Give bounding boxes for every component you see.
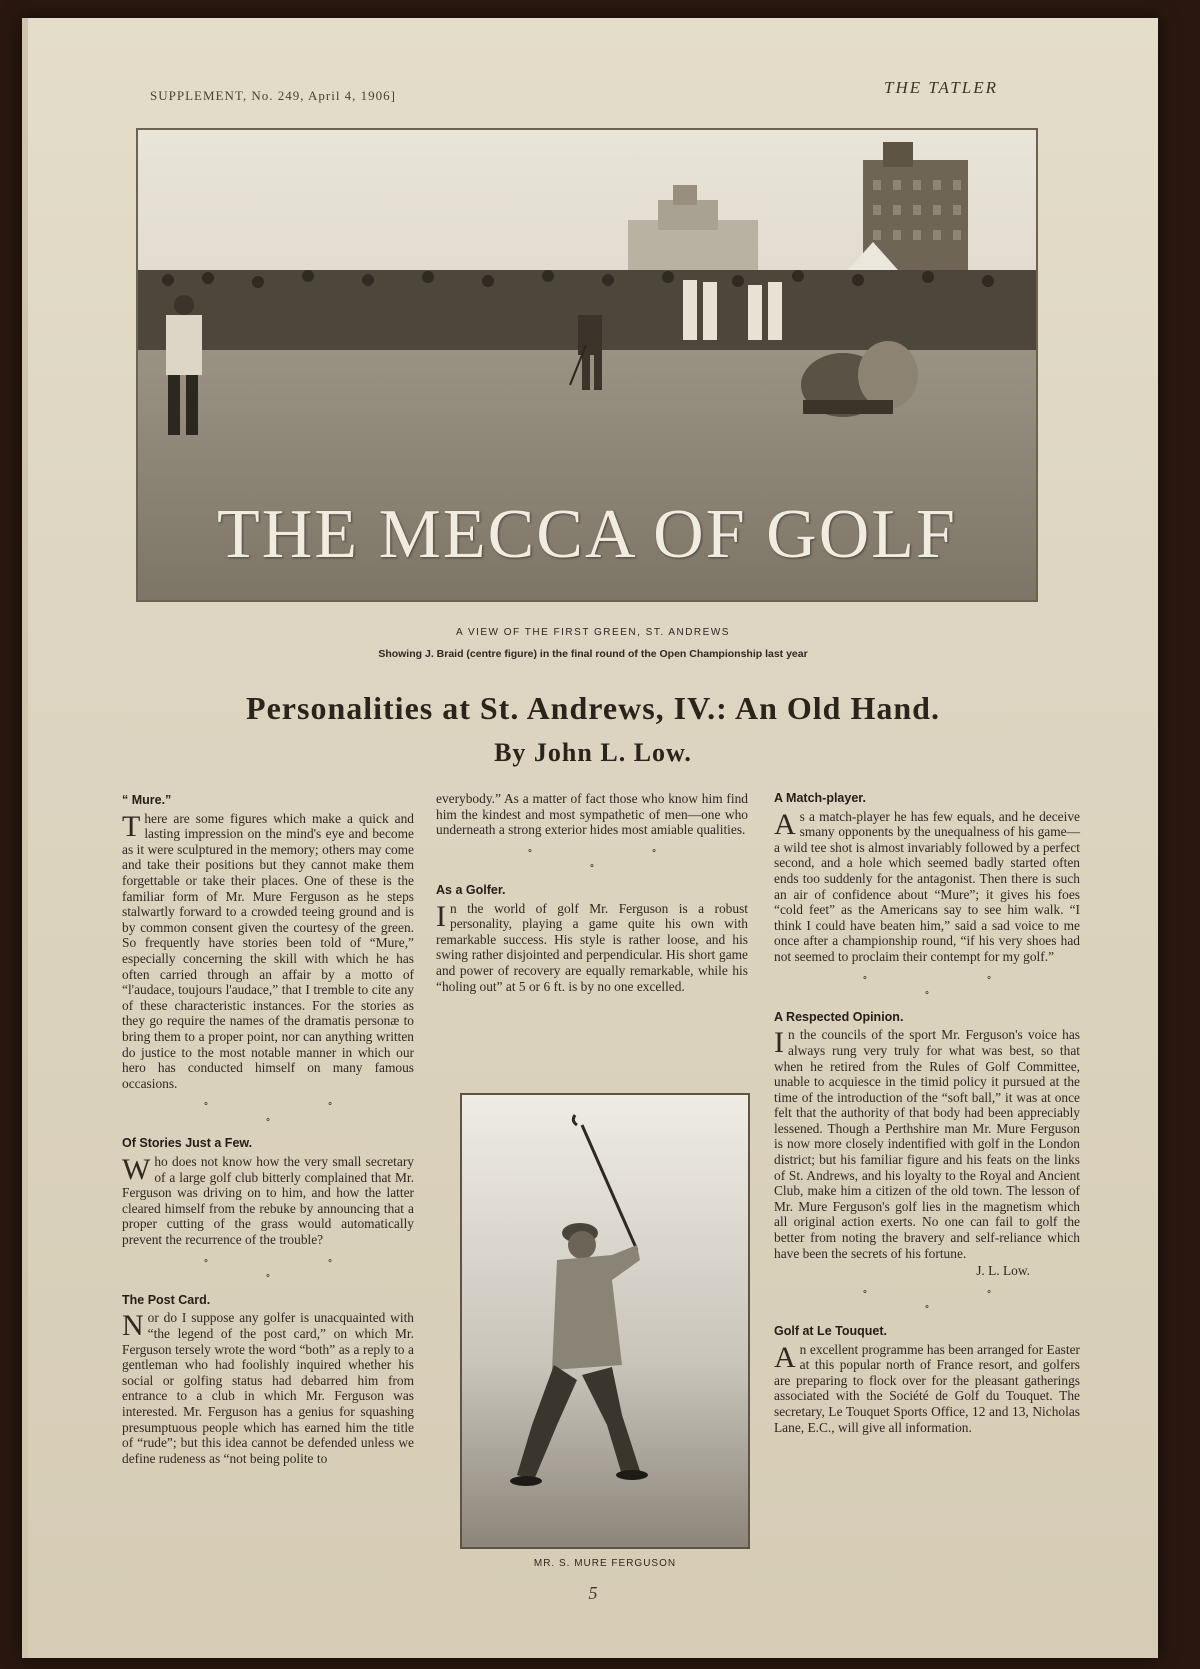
column-3	[774, 791, 1080, 1435]
column-2	[436, 791, 748, 994]
author-signature: J. L. Low.	[976, 1263, 1030, 1279]
section-heading: Of Stories Just a Few.	[122, 1136, 253, 1151]
ornament: ∘ ∘ ∘	[862, 971, 1050, 1000]
section-heading: As a Golfer.	[436, 882, 506, 897]
portrait-caption: MR. S. MURE FERGUSON	[533, 1558, 677, 1569]
section-heading: “ Mure.”	[122, 793, 172, 807]
ornament: ∘ ∘ ∘	[527, 844, 715, 873]
photo-caption: A VIEW OF THE FIRST GREEN, ST. ANDREWS	[456, 627, 730, 638]
portrait-photo	[460, 1093, 750, 1549]
paragraph: In the councils of the sport Mr. Ferguson's voice has always rung very truly for what was best, so that when he retired from the Rules of Golf Committee, unable to acquiesce in the timid policy it pursued at the time of the introduction of the “soft ball,” it was at once felt that the authority of that body had been appreciably lessened. Though a Perthshire man Mr. Mure Ferguson is now more closely indentified with golf in the London district; but his familiar figure and his feats on the links of St. Andrews, and his loyalty to the Royal and Ancient Club, make him a citizen of the old town. The lesson of Mr. Mure Ferguson's golf lies in the magnetism which all original action exerts. No one can fail to golf the better from noting the bravery and self-reliance which have been the secrets of his fortune.	[774, 1026, 1080, 1261]
section-heading: Golf at Le Touquet.	[774, 1324, 887, 1338]
ornament: ∘ ∘ ∘	[203, 1254, 391, 1283]
paragraph: Who does not know how the very small secretary of a large golf club bitterly complained that Mr. Ferguson was driving on to him, and how the latter cleared himself from the rebuke by announcing that a proper cutting of the grass would automatically prevent the recurrence of the trouble?	[122, 1153, 414, 1248]
paragraph: There are some figures which make a quick and lasting impression on the mind's eye and become as it were sculptured in the memory; others may come and take their positions but they cannot make them forgettable or take their places. One of these is the familiar form of Mr. Mure Ferguson as he steps stalwartly forward to a crowded teeing ground and is by common consent given the courtesy of the green. So frequently have stories been told of “Mure,” especially concerning the skill with which he has often carried through an affair by a motto of “l'audace, toujours l'audace,” that I tremble to cite any of these characteristic instances. For the stories as they go require the names of the dramatis personæ to bring them to a proper point, nor can anything written do justice to the most notable manner in which our hero has conducted himself on many famous occasions.	[122, 809, 414, 1091]
ornament: ∘ ∘ ∘	[862, 1285, 1050, 1314]
ornament: ∘ ∘ ∘	[203, 1098, 391, 1126]
paragraph: everybody.” As a matter of fact those who know him find him the kindest and most sympathetic of men—one who underneath a strong exterior hides most amiable qualities.	[436, 791, 748, 838]
magazine-page	[22, 18, 1158, 1658]
photo-subcaption: Showing J. Braid (centre figure) in the final round of the Open Championship last year	[378, 648, 808, 660]
section-heading: A Match-player.	[774, 791, 866, 805]
page-number: 5	[588, 1583, 598, 1603]
paragraph: In the world of golf Mr. Ferguson is a robust personality, playing a game quite his own with remarkable success. His style is rather loose, and his swing rather disjointed and perpendicular. His short game and power of recovery are equally remarkable, while his “holing out” at 5 or 6 ft. is by no one excelled.	[436, 899, 748, 994]
paragraph: An excellent programme has been arranged for Easter at this popular north of France resort, and golfers are preparing to flock over for the pleasant gatherings associated with the Société de Golf du Touquet. The secretary, Le Touquet Sports Office, 12 and 13, Nicholas Lane, E.C., will give all information.	[774, 1340, 1080, 1435]
section-heading: A Respected Opinion.	[774, 1009, 904, 1024]
paragraph: Nor do I suppose any golfer is unacquainted with “the legend of the post card,” on which Mr. Ferguson tersely wrote the word “both” as a reply to a gentleman who had foolishly inquired whether his social or golfing status had debarred him from entrance to a club in which Mr. Ferguson was interested. Mr. Ferguson has a genius for squashing presumptuous people which has earned him the title of “rude”; but this idea cannot be defended unless we define rudeness as “not being polite to	[122, 1309, 414, 1466]
banner-photo	[136, 128, 1038, 602]
golfer-portrait	[462, 1095, 748, 1547]
column-1	[122, 793, 414, 1466]
article-headline: Personalities at St. Andrews, IV.: An Old Hand.	[246, 690, 940, 726]
paragraph: As a match-player he has few equals, and he deceive smany opponents by the unequalness of his game—a wild tee shot is almost invariably followed by a perfect second, and a hole which seemed badly started often ends too suddenly for the antagonist. Then there is such an air of confidence about “Mure”; it gives his foes “cold feet” as the Americans say to see him walk. “I think I could have beaten him,” said a sad voice to me once after a championship round, “if his very shoes had not seemed to proclaim their contempt for my golf.”	[774, 807, 1080, 964]
banner-title: THE MECCA OF GOLF	[217, 496, 957, 573]
magazine-title: THE TATLER	[884, 78, 998, 97]
issue-header: SUPPLEMENT, No. 249, April 4, 1906]	[150, 88, 397, 103]
article-byline: By John L. Low.	[494, 738, 692, 767]
section-heading: The Post Card.	[122, 1292, 211, 1307]
